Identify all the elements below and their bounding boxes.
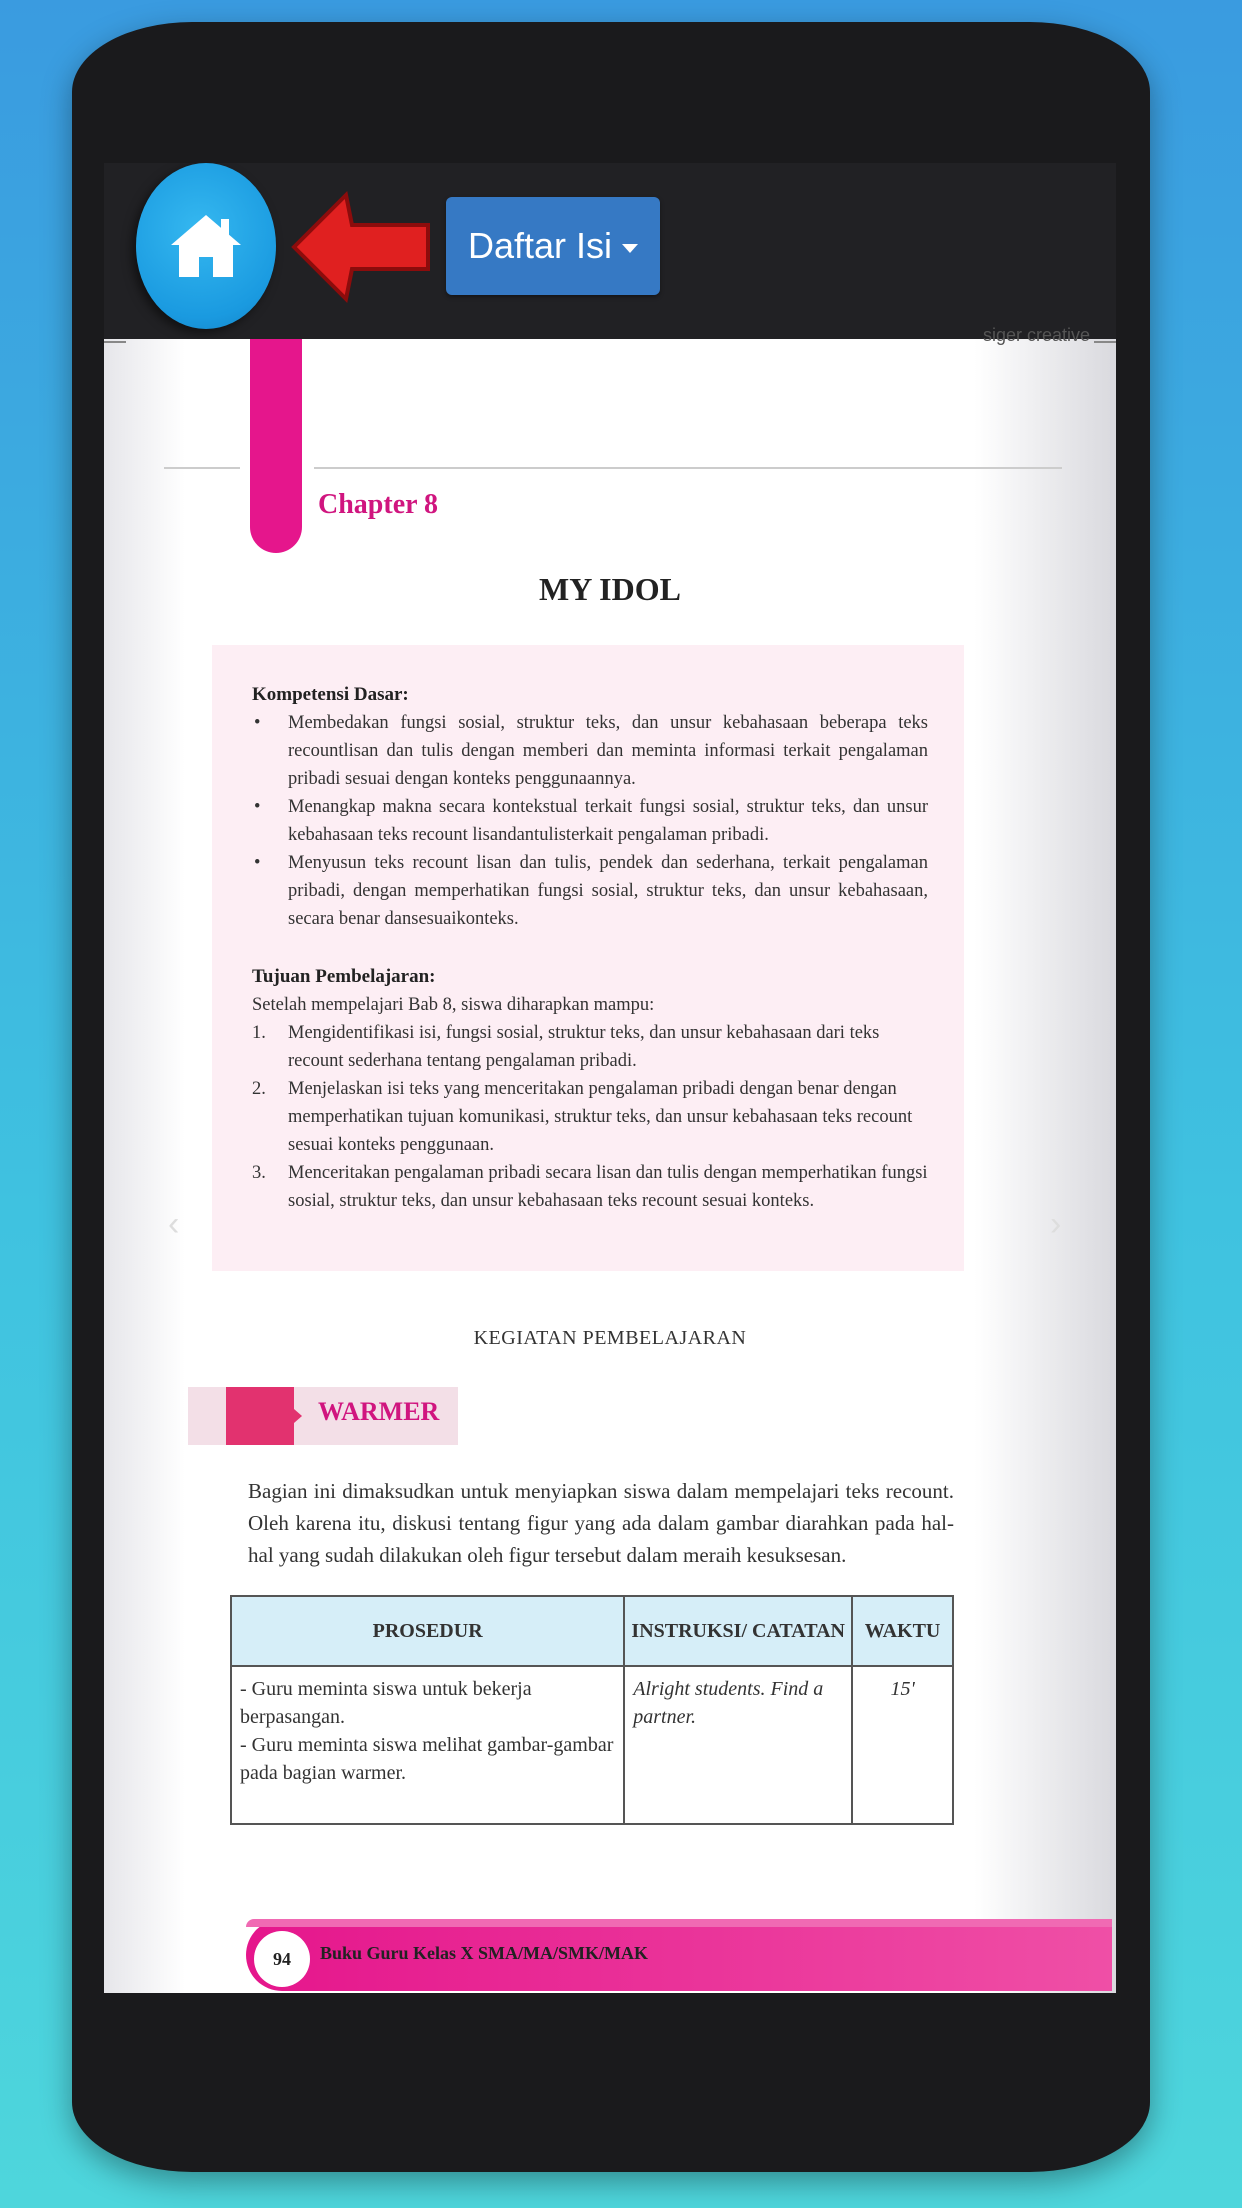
divider [104, 341, 126, 343]
tujuan-list [252, 1019, 928, 1215]
list-item: • Menangkap makna secara kontekstual terkait fungsi sosial, struktur teks, dan unsur kebahasaan teks recount lisandantulisterkait pengalaman pribadi. [288, 793, 928, 849]
app-screen [104, 163, 1116, 1993]
column-header: WAKTU [852, 1596, 953, 1666]
kompetensi-heading: Kompetensi Dasar: [252, 684, 409, 705]
toc-label: Daftar Isi [467, 225, 613, 266]
chapter-label: Chapter 8 [318, 489, 439, 520]
table-header-row [231, 1596, 953, 1666]
column-header: INSTRUKSI/ CATATAN [624, 1596, 852, 1666]
kompetensi-list [252, 709, 928, 933]
top-toolbar [104, 163, 1116, 339]
list-item: 1. Mengidentifikasi isi, fungsi sosial, struktur teks, dan unsur kebahasaan dari teks recount sederhana tentang pengalaman pribadi. [252, 1023, 880, 1071]
brand-text: siger creative [982, 325, 1090, 345]
list-item: 2. Menjelaskan isi teks yang menceritakan pengalaman pribadi dengan benar dengan memperhatikan tujuan komunikasi, struktur teks, dan unsur kebahasaan teks recount sesuai konteks penggunaan. [252, 1079, 913, 1155]
divider [164, 467, 240, 469]
tujuan-heading: Tujuan Pembelajaran: [252, 966, 436, 987]
home-button[interactable] [136, 163, 276, 329]
table-cell: Alright students. Find a partner. [624, 1666, 852, 1824]
page-number: 94 [254, 1931, 310, 1987]
divider [314, 467, 1062, 469]
warmer-label: WARMER [318, 1397, 440, 1426]
list-item: • Menyusun teks recount lisan dan tulis, pendek dan sederhana, terkait pengalaman pribadi, dengan memperhatikan fungsi sosial, struktur teks, dan unsur kebahasaan, secara benar dansesuaikonteks. [288, 849, 928, 933]
page-title: MY IDOL [539, 571, 681, 607]
procedure-table [230, 1595, 954, 1825]
tujuan-intro: Setelah mempelajari Bab 8, siswa diharapkan mampu: [252, 995, 655, 1015]
warmer-pointer [294, 1409, 302, 1423]
footer-highlight [246, 1919, 1112, 1927]
next-page-button[interactable]: › [1050, 1205, 1062, 1243]
page-footer [246, 1919, 1112, 1991]
table-row [231, 1666, 953, 1824]
body-paragraph: Bagian ini dimaksudkan untuk menyiapkan siswa dalam mempelajari teks recount. Oleh karena itu, diskusi tentang figur yang ada dalam gambar diarahkan pada hal-hal yang sudah dilakukan oleh figur tersebut dalam meraih kesuksesan. [248, 1479, 954, 1567]
column-header: PROSEDUR [231, 1596, 624, 1666]
table-cell: 15' [852, 1666, 953, 1824]
book-title: Buku Guru Kelas X SMA/MA/SMK/MAK [320, 1943, 649, 1963]
caret-down-icon [622, 244, 638, 253]
divider [1094, 341, 1116, 343]
objectives-box [212, 645, 964, 1271]
chapter-accent-bar [250, 339, 302, 553]
prev-page-button[interactable]: ‹ [168, 1205, 180, 1243]
home-icon [169, 211, 243, 281]
list-item: • Membedakan fungsi sosial, struktur teks, dan unsur kebahasaan beberapa teks recountlisan dan tulis dengan memberi dan meminta informasi terkait pengalaman pribadi sesuai dengan konteks penggunaannya. [288, 709, 928, 793]
book-page[interactable] [104, 325, 1116, 1993]
table-cell: - Guru meminta siswa untuk bekerja berpasangan. - Guru meminta siswa melihat gambar-gambar pada bagian warmer. [231, 1666, 624, 1824]
toc-dropdown-button[interactable] [446, 197, 660, 295]
arrow-left-icon [290, 189, 434, 305]
list-item: 3. Menceritakan pengalaman pribadi secara lisan dan tulis dengan memperhatikan fungsi sosial, struktur teks, dan unsur kebahasaan teks recount sesuai konteks. [252, 1163, 928, 1211]
section-heading: KEGIATAN PEMBELAJARAN [473, 1327, 747, 1349]
warmer-accent [226, 1387, 294, 1445]
